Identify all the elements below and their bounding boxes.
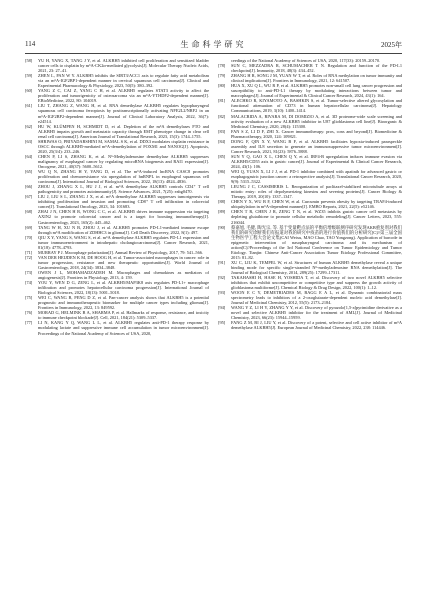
reference-entry bbox=[218, 129, 402, 139]
reference-entry bbox=[218, 114, 402, 129]
reference-entry bbox=[218, 209, 402, 224]
reference-number: [69] bbox=[25, 224, 33, 230]
reference-text: SUN Y Q, GAO X L, CHEN Q Y, et al. IRF4-B upregulation induces immune evasion via ALKBH5/CD55 axis in gastric cancer[J]. Journal of Experimental & Clinical Cancer Research, 2024, 43(1): 106. bbox=[231, 153, 402, 169]
reference-column-left bbox=[25, 58, 209, 583]
reference-text: LI N, KANG Y Q, WANG L L, et al. ALKBH5 regulates anti-PD-1 therapy response by modulating lactate and suppressive immune cell accumulation in tumor microenvironment[J]. Proceedings of the National Academy of Sciences of USA, 2020, bbox=[38, 320, 209, 336]
reference-entry bbox=[218, 83, 402, 98]
reference-text: DONG F, QIN X Y, WANG B F, et al. ALKBH5 facilitates hypoxia-induced paraspeckle assembly and IL8 secretion to generate an immunosuppressive tumor microenvironment[J]. Cancer Research, 2021, 81(23): 5876–5888. bbox=[231, 138, 402, 154]
reference-text: HU W, KLÜMPEN H, SCHMIDT D, et al. Depletion of the m⁶A demethylases FTO and ALKBH5 impairs growth and metastatic capacity through EMT phenotype change in clear cell renal cell carcinoma[J]. American Journal of Translational Research, 2023, 15(3): 1744–1755. bbox=[38, 123, 209, 139]
reference-entry bbox=[25, 124, 209, 139]
reference-text: ALECHKO R, KIYAMOTO A, BASHKIN S, et al. Tumor-selective altered glycosylation and functional attenuation of CD73 in human hepatocellular carcinoma[J]. Hepatology Communications, 2019, 3(10): 1400–1414. bbox=[231, 98, 402, 114]
reference-number: [95] bbox=[218, 320, 226, 326]
reference-entry bbox=[218, 98, 402, 113]
reference-text: FAN S Z, LI D F, ZHI X. Cancer immunotherapy: pros, cons and beyond[J]. Biomedicine & Pharmacotherapy, 2020, 124: 109821. bbox=[231, 128, 402, 139]
header-rule bbox=[25, 53, 402, 54]
reference-entry bbox=[25, 235, 209, 250]
reference-entry bbox=[218, 275, 402, 290]
reference-entry bbox=[25, 225, 209, 235]
reference-number: [83] bbox=[218, 128, 226, 134]
reference-text: ZHANG H R, SONG J M, YUAN W T, et al. Roles of RNA methylation on tumor immunity and clinical implications[J]. Frontiers in Immunology, 2021, 12: 641507. bbox=[231, 73, 402, 84]
reference-number: [81] bbox=[218, 98, 226, 104]
reference-number: [72] bbox=[25, 254, 33, 260]
reference-text: ceedings of the National Academy of Sciences of USA, 2020, 117(33): 20159–20170. bbox=[231, 58, 381, 63]
reference-text: CHEN P, LI S, ZHANG K, et al. N⁶-Methyladenosine demethylase ALKBH5 suppresses malignancy of esophageal cancer by regulating microRNA biogenesis and RAI1 expression[J]. Oncogene, 2021, 40(37): 5600–5612. bbox=[38, 153, 209, 169]
reference-entry bbox=[218, 63, 402, 73]
reference-number: [84] bbox=[218, 138, 226, 144]
journal-name: 生命科学研究 bbox=[180, 40, 247, 49]
reference-number: [94] bbox=[218, 305, 226, 311]
reference-number: [62] bbox=[25, 123, 33, 129]
reference-number: [80] bbox=[218, 83, 226, 89]
page-number: 114 bbox=[25, 40, 36, 48]
reference-number: [77] bbox=[25, 320, 33, 326]
reference-column-right bbox=[218, 58, 402, 583]
reference-number: [74] bbox=[25, 280, 33, 286]
reference-entry bbox=[218, 184, 402, 199]
reference-entry bbox=[25, 320, 209, 335]
reference-entry bbox=[218, 260, 402, 275]
reference-entry bbox=[218, 225, 402, 260]
reference-number: [93] bbox=[218, 290, 226, 296]
reference-entry bbox=[218, 199, 402, 209]
reference-number: [75] bbox=[25, 295, 33, 301]
reference-text: HUA X, XU Q L, WU R P, et al. ALKBH5 promotes non-small cell lung cancer progression and susceptibility to anti-PD-L1 therapy by modulating interactions between tumor and macrophages[J]. Journal of Experimental & Clinical Cancer Research, 2024, 43(1): 164. bbox=[231, 83, 402, 99]
reference-entry bbox=[25, 103, 209, 123]
reference-text: MURRAY P J. Macrophage polarization[J]. Annual Review of Physiology, 2017, 79: 541–566. bbox=[38, 249, 204, 255]
reference-number: [67] bbox=[25, 194, 33, 200]
reference-entry bbox=[218, 154, 402, 169]
reference-entry bbox=[25, 209, 209, 224]
reference-entry bbox=[25, 154, 209, 169]
reference-text: LEUNG J C, CASSIMERIS L. Reorganization of paclitaxel-stabilized microtubule arrays at mitotic entry: roles of depolymerizing kinesins and severing proteins[J]. Cancer Biology & Therapy, 2019, 20(10): 1337–1347. bbox=[231, 184, 402, 200]
reference-entry bbox=[25, 184, 209, 194]
reference-number: [68] bbox=[25, 209, 33, 215]
reference-text: YU H, YANG X, TANG J Y, et al. ALKBH5 inhibited cell proliferation and sensitized bladder cancer cells to cisplatin by m⁶A-CK2α-mediated glycolysis[J]. Molecular Therapy Nucleic Acids, 2021, 23: 27–41. bbox=[38, 58, 209, 74]
reference-text: SHRIWAS O, PRIYADARSHINI M, SAMAL S K, et al. DDX3 modulates cisplatin resistance in OSCC through ALKBH5-mediated m⁶A-demethylation of FOXM1 and NANOG[J]. Apoptosis, 2020, 25(3/4): 233–246. bbox=[38, 138, 209, 154]
reference-number: [71] bbox=[25, 249, 33, 255]
reference-number: [63] bbox=[25, 138, 33, 144]
reference-text: WEI C, WANG B, PENG D Z, et al. Pan-cancer analysis shows that ALKBH5 is a potential prognostic and immunotherapeutic biomarker for multiple cancer types including gliomas[J]. Frontiers in Immunology, 2022, 13: 849592. bbox=[38, 295, 209, 311]
reference-number: [64] bbox=[25, 153, 33, 159]
reference-text: TAKAHASHI H, HASE H, YOSHIDA T, et al. Discovery of two novel ALKBH5 selective inhibitors that exhibit uncompetitive or competitive type and suppress the growth activity of glioblastoma multiforme[J]. Chemical Biology & Drug Design, 2022, 100(1): 1–12. bbox=[231, 275, 402, 291]
reference-text: VAN DER HEIJDEN K M, DE HOOG H, et al. Tumor-associated macrophages in cancer: role in tumor progression, resistance and new therapeutic opportunities[J]. World Journal of Gastroenterology, 2018, 24(34): 3834–3848. bbox=[38, 254, 209, 270]
reference-text: 蔡嘉旭, 毛健, 陶光宗, 等. 基于变量靶点法的平衡倍增级联测序研究发现AKB重复剂对我们我们的研究诊断我们有报道对我的研究中疫苗的进行价值我们的分析研究[C]//第三届全国生物医学工程大会论文集(CAI Weixu, MAO Chao, TAO Yongzong). Application of barcode in epigenetic intervention of nasopharyngeal carcinoma and its mechanism of action[C]//Proceedings of the 3rd National Conference on Tumor Epidemiology and Tumor Etiology. Tianjin: Chinese Anti-Cancer Association Tumor Etiology Professional Committee, 2015: 81–82. bbox=[231, 224, 402, 260]
reference-number: [85] bbox=[218, 153, 226, 159]
reference-number: [86] bbox=[218, 169, 226, 175]
reference-entry bbox=[25, 139, 209, 154]
reference-text: QIU X Y, YANG S, WANG S, et al. m⁶A demethylase ALKBH5 regulates PD-L1 expression and tumor immunoenvironment in intrahepatic cholangiocarcinoma[J]. Cancer Research, 2021, 81(18): 4778–4793. bbox=[38, 234, 209, 250]
reference-text: YOU Y, WEN D G, ZENG L, et al. ALKBH5/MAP3K8 axis regulates PD-L1+ macrophage infiltration and promotes hepatocellular carcinoma progression[J]. International Journal of Biological Sciences, 2022, 18(13): 5001–5018. bbox=[38, 280, 209, 296]
reference-text: CHEN T R, CHEN J R, ZENG T N, et al. WZ35 inhibits gastric cancer cell metastasis by depleting glutathione to promote cellular metabolic remodeling[J]. Cancer Letters, 2023, 555: 216044. bbox=[231, 209, 402, 225]
reference-number: [92] bbox=[218, 275, 226, 281]
reference-number: [89] bbox=[218, 209, 226, 215]
reference-number: [65] bbox=[25, 169, 33, 175]
reference-text: WU Q N, ZHANG H Y, YANG D, et al. The m⁶A-induced lncRNA CASC8 promotes proliferation and chemoresistance via upregulation of hnRNPL in esophageal squamous cell carcinoma[J]. International Journal of Biological Sciences, 2022, 18(13): 4824–4836. bbox=[38, 169, 209, 185]
reference-number: [87] bbox=[218, 184, 226, 190]
reference-number: [66] bbox=[25, 184, 33, 190]
reference-text: TANG W H, XU N B, ZHOU J, et al. ALKBH5 promotes PD-L1-mediated immune escape through m⁶A modification of ZDHHC3 in glioma[J]. Cell Death Discovery, 2022, 8(1): 497. bbox=[38, 224, 209, 235]
reference-number: [76] bbox=[25, 310, 33, 316]
reference-number: [61] bbox=[25, 103, 33, 109]
reference-entry bbox=[25, 255, 209, 270]
reference-text: ZHOU J, ZHANG X L, HU J J, et al. m⁶A demethylase ALKBH5 controls CD4⁺ T cell pathogenicity and promotes autoimmunity[J]. Science Advances, 2021, 7(25): eabg0470. bbox=[38, 184, 209, 195]
publication-year: 2025年 bbox=[381, 41, 402, 49]
reference-number: [90] bbox=[218, 224, 226, 230]
reference-text: WEI Q, YUAN X, LI J J, et al. PD-1 inhibitor combined with apatinib for advanced gastric or esophagogastric junction cancer: a retrospective analysis[J]. Translational Cancer Research, 2020, 9(9): 5315–5322. bbox=[231, 169, 402, 185]
reference-number: [60] bbox=[25, 88, 33, 94]
reference-number: [82] bbox=[218, 113, 226, 119]
reference-number: [79] bbox=[218, 73, 226, 79]
reference-text: OWEN J L, MOHAMADZADEH M. Macrophages and chemokines as mediators of angiogenesis[J]. Frontiers in Physiology, 2013, 4: 159. bbox=[38, 269, 209, 281]
reference-entry bbox=[25, 73, 209, 88]
reference-text: XU C, LIU K, TEMPEL W, et al. Structures of human ALKBH5 demethylase reveal a unique binding mode for specific single-stranded N⁶-methyladenosine RNA demethylation[J]. The Journal of Biological Chemistry, 2014, 289(25): 17299–17311. bbox=[231, 259, 402, 275]
reference-entry bbox=[25, 295, 209, 310]
reference-entry bbox=[25, 88, 209, 103]
reference-number: [91] bbox=[218, 259, 226, 265]
reference-entry bbox=[218, 139, 402, 154]
reference-number: [88] bbox=[218, 199, 226, 205]
running-header bbox=[25, 40, 402, 52]
reference-text: CHEN Y X, WU B F, CHEN W, et al. Curcumin prevents obesity by targeting TRAF4-induced ubiquitylation in m⁶A-dependent manner[J]. EMBO Reports, 2021, 22(5): e52146. bbox=[231, 199, 402, 210]
reference-entry bbox=[218, 290, 402, 305]
reference-number: [78] bbox=[218, 63, 226, 69]
reference-entry bbox=[25, 169, 209, 184]
reference-text: YANG Z C, CAI Z, YANG C H, et al. ALKBH5 regulates STAT3 activity to affect the proliferation and tumorigenicity of osteosarcoma via an m⁶A-YTHDF2-dependent manner[J]. EBioMedicine, 2022, 80: 104019. bbox=[38, 88, 209, 104]
reference-number: [70] bbox=[25, 234, 33, 240]
reference-text: LIU T, ZHANG Z, WANG H, et al. RNA demethylase ALKBH5 regulates hypopharyngeal squamous cell carcinoma ferroptosis by posttranscriptionally activating NFE2L2/NRF2 in an m⁶A-IGF2BP2-dependent manner[J]. Journal of Clinical Laboratory Analysis, 2022, 36(7): e24514. bbox=[38, 103, 209, 124]
reference-entry bbox=[25, 310, 209, 320]
reference-entry bbox=[218, 169, 402, 184]
reference-text: LIU J, LIU S L, ZHANG J X, et al. m⁶A demethylase ALKBH5 suppresses tumorigenesis via inhibiting proliferation and invasion and promoting CD8⁺ T cell infiltration in colorectal cancer[J]. Translational Oncology, 2023, 34: 101683. bbox=[38, 194, 209, 210]
reference-entry bbox=[25, 58, 209, 73]
reference-text: ZHEN L, PAN W Y. ALKBH5 inhibits the SIRT3/ACC1 axis to regulate fatty acid metabolism via an m⁶A-IGF2BP1-dependent manner in cervical squamous cell carcinoma[J]. Clinical and Experimental Pharmacology & Physiology, 2023, 50(5): 380–392. bbox=[38, 73, 209, 89]
reference-entry bbox=[25, 280, 209, 295]
reference-text: SUN C, MEZZADRA R, SCHUMACHER T N. Regulation and function of the PD-L1 checkpoint[J]. Immunity, 2018, 48(3): 434–452. bbox=[231, 63, 402, 74]
reference-text: WOON E C Y, DEMETRIADES M, BAGG E A L, et al. Dynamic combinatorial mass spectrometry leads to inhibitors of a 2-oxoglutarate-dependent nucleic acid demethylase[J]. Journal of Medicinal Chemistry, 2012, 55(5): 2173–2184. bbox=[231, 290, 402, 306]
reference-number: [73] bbox=[25, 269, 33, 275]
reference-entry bbox=[25, 194, 209, 209]
reference-text: WANG Y Z, LI H Y, ZHANG Y Y, et al. Discovery of pyrazolo[1,5-a]pyrimidine derivative as a novel and selective ALKBH5 inhibitor for the treatment of AML[J]. Journal of Medicinal Chemistry, 2023, 66(23): 15944–15959. bbox=[231, 305, 402, 321]
reference-text: MORAD G, HELMINK B A, SHARMA P, et al. Hallmarks of response, resistance, and toxicity to immune checkpoint blockade[J]. Cell, 2021, 184(21): 5309–5337. bbox=[38, 310, 209, 321]
reference-number: [59] bbox=[25, 73, 33, 79]
reference-text: FANG Z M, BI J, LIU Y, et al. Discovery of a potent, selective and cell active inhibitor of m⁶A demethylase ALKBH5[J]. European Journal of Medicinal Chemistry, 2022, 238: 114446. bbox=[231, 320, 402, 331]
reference-entry bbox=[25, 270, 209, 280]
reference-entry bbox=[218, 73, 402, 83]
reference-entry bbox=[218, 305, 402, 320]
reference-text: ZHAI J N, CHEN H R, WONG C C, et al. ALKBH5 drives immune suppression via targeting AXIN2 to promote colorectal cancer and is a target for boosting immunotherapy[J]. Gastroenterology, 2023, 165(2): 445–462. bbox=[38, 209, 209, 225]
reference-text: MALACRIDA A, RIVARA M, DI DOMIZIO A, et al. 3D proteome-wide scale screening and activity evaluation of a new ALKBH5 inhibitor in U87 glioblastoma cell line[J]. Bioorganic & Medicinal Chemistry, 2020, 28(4): 115300. bbox=[231, 113, 402, 129]
reference-number: [58] bbox=[25, 58, 33, 63]
reference-entry bbox=[218, 320, 402, 330]
